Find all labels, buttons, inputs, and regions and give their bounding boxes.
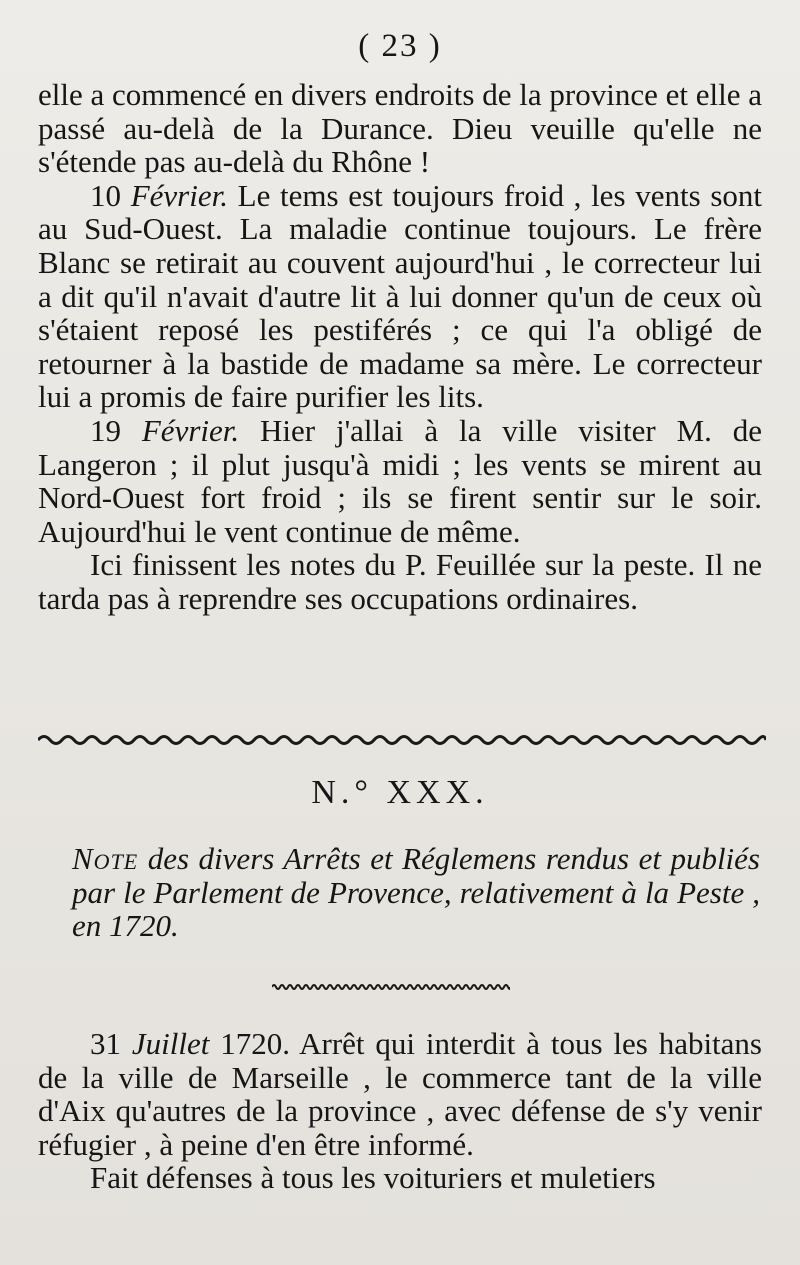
text-block-bottom (38, 1027, 762, 1195)
note-paragraph (72, 842, 760, 943)
section-note (72, 842, 760, 943)
paragraph-text: Ici finissent les notes du P. Feuillée sur la peste. Il ne tarda pas à reprendre ses occupations ordinaires. (38, 547, 762, 616)
paragraph-entry (38, 179, 762, 414)
short-divider (272, 983, 510, 991)
paragraph-text: Arrêt qui interdit à tous les habitans de la ville de Marseille , le commerce tant de la ville d'Aix qu'autres de la province , avec défense de s'y venir réfugier , à peine d'en être informé. (38, 1026, 762, 1162)
entry-date-month: Février. (141, 412, 240, 448)
entry-date-day: 10 (90, 177, 121, 213)
paragraph-fragment (38, 1161, 762, 1195)
entry-date-year: 1720. (220, 1026, 290, 1061)
paragraph-closing (38, 548, 762, 615)
paragraph-text: Fait défenses à tous les voituriers et muletiers (90, 1160, 656, 1196)
entry-date-day: 31 (90, 1026, 121, 1061)
paragraph-continuation (38, 78, 762, 179)
text-block-top (38, 78, 762, 616)
section-heading: N.° XXX. (311, 774, 489, 811)
entry-date-month: Février. (130, 177, 228, 213)
paragraph-entry (38, 1027, 762, 1161)
paragraph-entry (38, 414, 762, 548)
paragraph-text: Hier j'allai à la ville visiter M. de Langeron ; il plut jusqu'à midi ; les vents se mirent au Nord-Ouest fort froid ; ils se firent sentir sur le soir. Aujourd'hui le vent continue de même. (38, 412, 763, 549)
note-text: des divers Arrêts et Réglemens rendus et publiés par le Parlement de Provence, relativement à la Peste , en 1720. (72, 841, 760, 943)
wavy-divider (38, 733, 766, 747)
entry-date-month: Juillet (131, 1026, 210, 1061)
note-lead: Note (72, 841, 139, 876)
paragraph-text: elle a commencé en divers endroits de la province et elle a passé au-delà de la Durance. Dieu veuille qu'elle ne s'étende pas au-delà du Rhône ! (38, 77, 762, 180)
entry-date-day: 19 (90, 412, 121, 448)
paragraph-text: Le tems est toujours froid , les vents sont au Sud-Ouest. La maladie continue toujours. Le frère Blanc se retirait au couvent aujourd'hui , le correcteur lui a dit qu'il n'avait d'autre lit à lui donner qu'un de ceux où s'étaient reposé les pestiférés ; ce qui l'a obligé de retourner à la bastide de madame sa mère. Le correcteur lui a promis de faire purifier les lits. (38, 177, 762, 415)
page-number: ( 23 ) (358, 28, 442, 64)
